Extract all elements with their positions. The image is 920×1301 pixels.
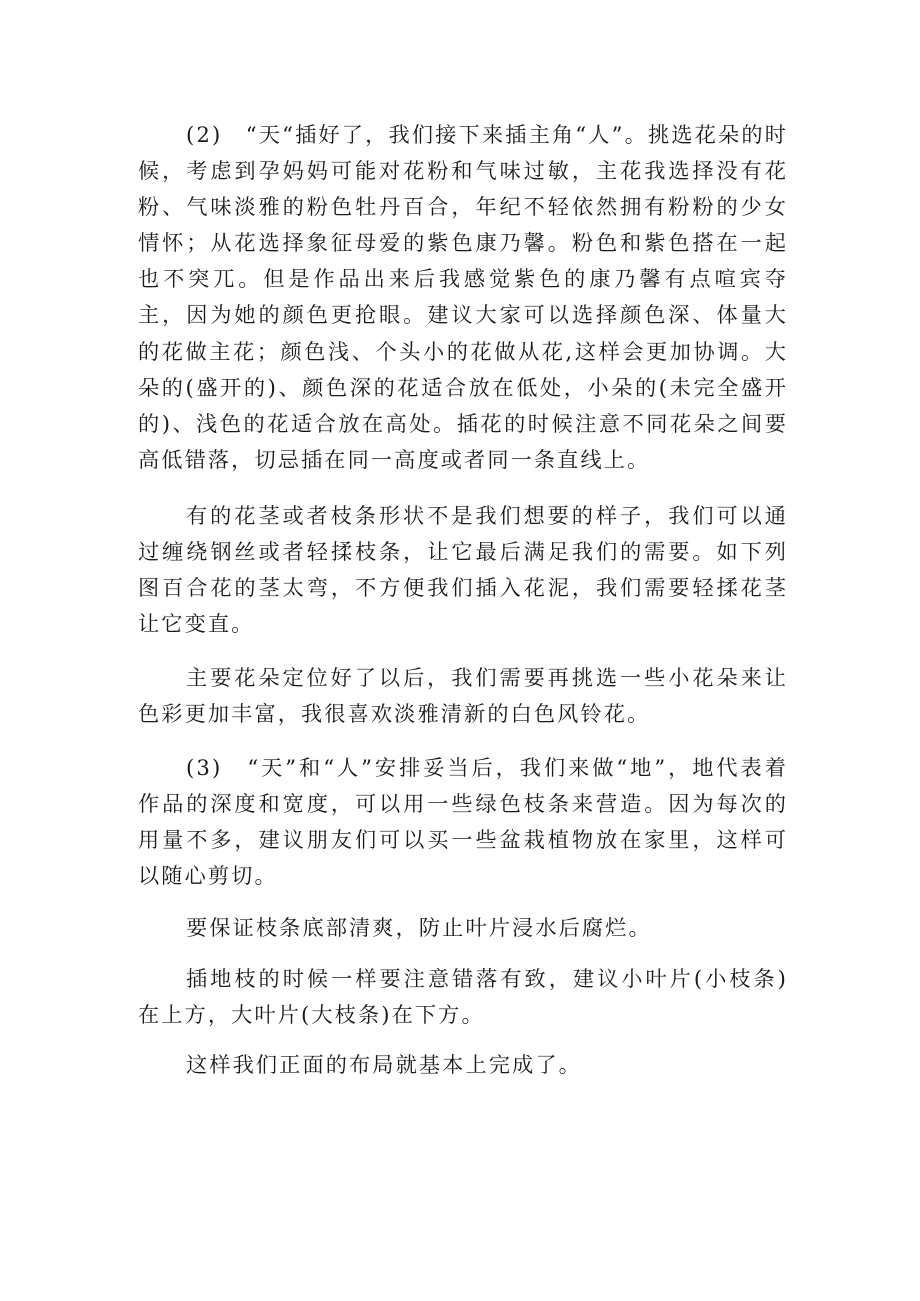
paragraph-stem-shaping: 有的花茎或者枝条形状不是我们想要的样子，我们可以通过缠绕钢丝或者轻揉枝条，让它最后满足我们的需要。如下列图百合花的茎太弯，不方便我们插入花泥，我们需要轻揉花茎让它变直。 — [138, 502, 788, 637]
paragraph-step-3: (3) “天”和“人”安排妥当后，我们来做“地”，地代表着作品的深度和宽度，可以用一些绿色枝条来营造。因为每次的用量不多，建议朋友们可以买一些盆栽植物放在家里，这样可以随心剪切。 — [138, 754, 788, 888]
paragraph-clean-stems: 要保证枝条底部清爽，防止叶片浸水后腐烂。 — [186, 914, 652, 940]
paragraph-step-2: (2) “天“插好了，我们接下来插主角“人”。挑选花朵的时候，考虑到孕妈妈可能对花粉和气味过敏，主花我选择没有花粉、气味淡雅的粉色牡丹百合，年纪不轻依然拥有粉粉的少女情怀；从花选择象征母爱的紫色康乃馨。粉色和紫色搭在一起也不突兀。但是作品出来后我感觉紫色的康乃馨有点喧宾夺主，因为她的颜色更抢眼。建议大家可以选择颜色深、体量大的花做主花；颜色浅、个头小的花做从花,这样会更加协调。大朵的(盛开的)、颜色深的花适合放在低处，小朵的(未完全盛开的)、浅色的花适合放在高处。插花的时候注意不同花朵之间要高低错落，切忌插在同一高度或者同一条直线上。 — [138, 122, 788, 472]
paragraph-layout-complete: 这样我们正面的布局就基本上完成了。 — [186, 1052, 582, 1078]
paragraph-leaf-placement: 插地枝的时候一样要注意错落有致，建议小叶片(小枝条)在上方，大叶片(大枝条)在下方。 — [138, 965, 788, 1028]
paragraph-small-flowers: 主要花朵定位好了以后，我们需要再挑选一些小花朵来让色彩更加丰富，我很喜欢淡雅清新的白色风铃花。 — [138, 665, 788, 727]
document-page — [138, 117, 788, 1083]
